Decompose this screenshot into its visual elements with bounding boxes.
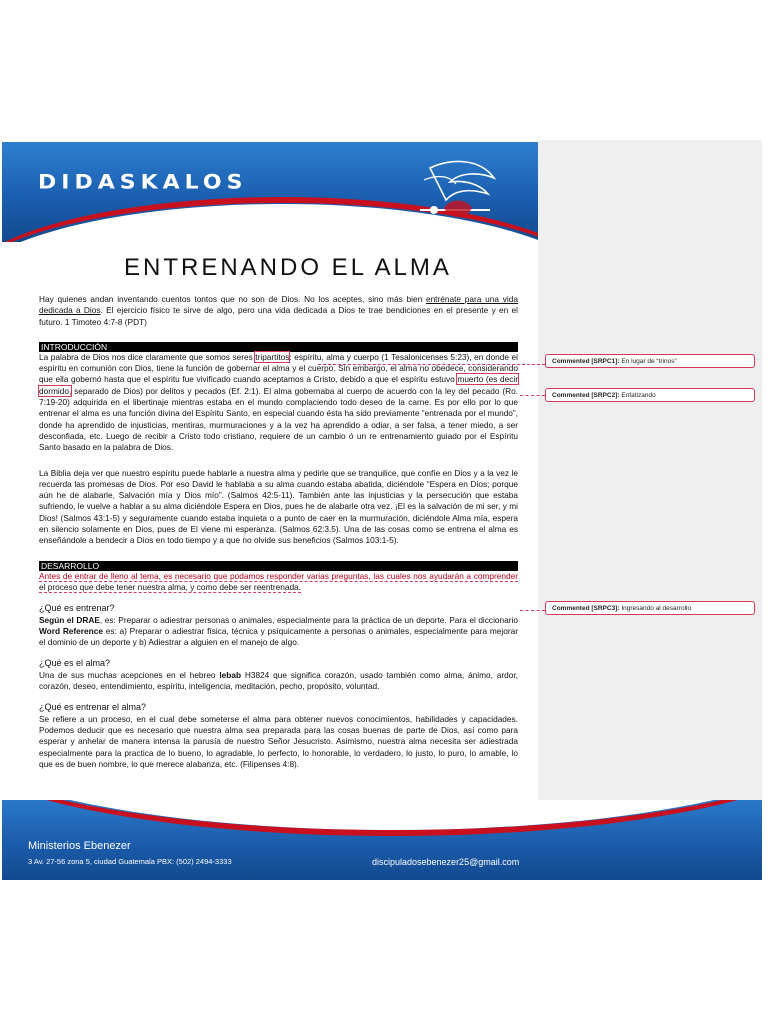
commented-text-3[interactable]: Antes de entrar de lleno al tema, es necesario que podamos responder varias preguntas, las cuales nos ayudarán a comprender	[39, 570, 518, 581]
eagle-logo-icon	[410, 158, 500, 230]
answer-1: Según el DRAE, es: Preparar o adiestrar personas o animales, especialmente para la práctica de un deporte. Para el diccionario Word Reference es: a) Preparar o adiestrar física, técnica y psíquicamente a personas o animales, especialmente para mejorar el dominio de un deporte y b) Adiestrar a alguien en el manejo de algo.	[39, 614, 518, 648]
commented-text-2[interactable]: muerto (es decir dormido,	[39, 374, 518, 396]
comment-margin	[538, 140, 762, 880]
comment-connector-1	[318, 364, 545, 365]
answer-3: Se refiere a un proceso, en el cual debe someterse el alma para obtener nuevos conocimientos, habilidades y capacidades. Podemos deducir que es necesario que nuestra alma sea preparada para las cosas buenas de parte de Dios, así como para esperar y anhelar de manera intensa la parusía de nuestro Señor Jesucristo. Asimismo, nuestra alma necesita ser adiestrada especialmente para la practica de lo bueno, lo agradable, lo perfecto, lo honorable, lo verdadero, lo justo, lo puro, lo amable, lo que es de buen nombre, lo que merece alabanza, etc. (Filipenses 4:8).	[39, 713, 518, 769]
answer-2: Una de sus muchas acepciones en el hebreo lebab H3824 que significa corazón, usado también como alma, ánimo, ardor, corazón, deseo, entendimiento, espíritu, inteligencia, meditación, pecho, propósito, voluntad.	[39, 669, 518, 692]
section-heading-desarrollo: DESARROLLO	[39, 561, 518, 571]
intro-underlined: entrénate para una vida dedicada a Dios	[39, 294, 518, 316]
commented-text-1[interactable]: tripartitos	[255, 351, 290, 362]
intro-section-paragraph-1: La palabra de Dios nos dice claramente que somos seres tripartitos: espíritu, alma y cuerpo (1 Tesalonicenses 5:23), en donde el espíritu en comunión con Dios, tiene la función de gobernar el alma y el cuerpo. Sin embargo, el alma no obedece, considerando que ella gobernó hasta que el espíritu fue vivificado cuando aceptamos a Cristo, debido a que el espíritu estuvo muerto (es decir dormido, separado de Dios) por delitos y pecados (Ef. 2:1). El alma gobernaba al cuerpo de acuerdo con la ley del pecado (Ro. 7:19-20) adquirida en el libertinaje mientras estaba en el mundo complaciendo todo deseo de la carne. Es por ello por lo que entrenar el alma es una función divina del Espíritu Santo, en especial cuando ésta ha sido previamente “entrenada por el mundo”, donde ha aprendido de injusticias, mentiras, murmuraciones y a la vez ha aprendido a odiar, a ser falsa, a tener miedo, a ser desconfiada, etc. Luego de recibir a Cristo todo cristiano, requiere de un cambio ó un re entrenamiento guiado por el Espíritu Santo basado en la palabra de Dios.	[39, 351, 518, 453]
footer-organization: Ministerios Ebenezer	[28, 840, 131, 852]
footer-address: 3 Av. 27-56 zona 5, ciudad Guatemala PBX: (502) 2494-3333	[28, 857, 232, 866]
question-1: ¿Qué es entrenar?	[39, 603, 115, 614]
comment-connector-2	[520, 395, 545, 396]
comment-balloon-1[interactable]: Commented [SRPC1]: En lugar de “trinos”	[545, 354, 755, 368]
comment-connector-3	[520, 610, 545, 611]
intro-paragraph: Hay quienes andan inventando cuentos tontos que no son de Dios. No los aceptes, sino más bien entrénate para una vida dedicada a Dios. El ejercicio físico te sirve de algo, pero una vida dedicada a Dios te trae bendiciones en el presente y en el futuro. 1 Timoteo 4:7-8 (PDT)	[39, 294, 518, 327]
question-2: ¿Qué es el alma?	[39, 658, 111, 669]
document-title: ENTRENANDO EL ALMA	[124, 254, 452, 281]
footer-email[interactable]: discipuladosebenezer25@gmail.com	[372, 857, 520, 867]
dev-paragraph-1: Antes de entrar de lleno al tema, es necesario que podamos responder varias preguntas, las cuales nos ayudarán a comprender el proceso que debe tener nuestra alma, y como debe ser reentrenada.	[39, 570, 518, 592]
document-body	[39, 294, 518, 779]
comment-balloon-3[interactable]: Commented [SRPC3]: Ingresando al desarrollo	[545, 601, 755, 615]
brand-name: DIDASKALOS	[38, 171, 248, 194]
question-3: ¿Qué es entrenar el alma?	[39, 702, 147, 713]
section-heading-introduccion: INTRODUCCIÓN	[39, 342, 518, 352]
comment-balloon-2[interactable]: Commented [SRPC2]: Enfatizando	[545, 388, 755, 402]
intro-section-paragraph-2: La Biblia deja ver que nuestro espíritu puede hablarle a nuestra alma y pedirle que se tranquilice, que confíe en Dios y a la vez le recuerda las promesas de Dios. Por eso David le hablaba a su alma cuando estaba abatida, diciéndole “Espera en Dios; porque aún he de alabarle, Salvación mía y Dios mío”. (Salmos 42:5-11). También ante las injusticias y la persecución que estaba sufriendo, le vuelve a hablar a su alma diciéndole Espera en Dios, pues he de alabarle otra vez. ¡El es la salvación de mi ser, y mi Dios! (Salmos 43:1-5) y seguramente cuando estaba inquieta o a punto de caer en la murmuración, diciéndole Alma mía, espera en silencio solamente en Dios, pues de El viene mi esperanza. (Salmos 62:3.5). Una de las cosas como se entrena el alma es enseñándole a bendecir a Dios en todo tiempo y a que no olvide sus beneficios (Salmos 103:1-5).	[39, 467, 518, 546]
